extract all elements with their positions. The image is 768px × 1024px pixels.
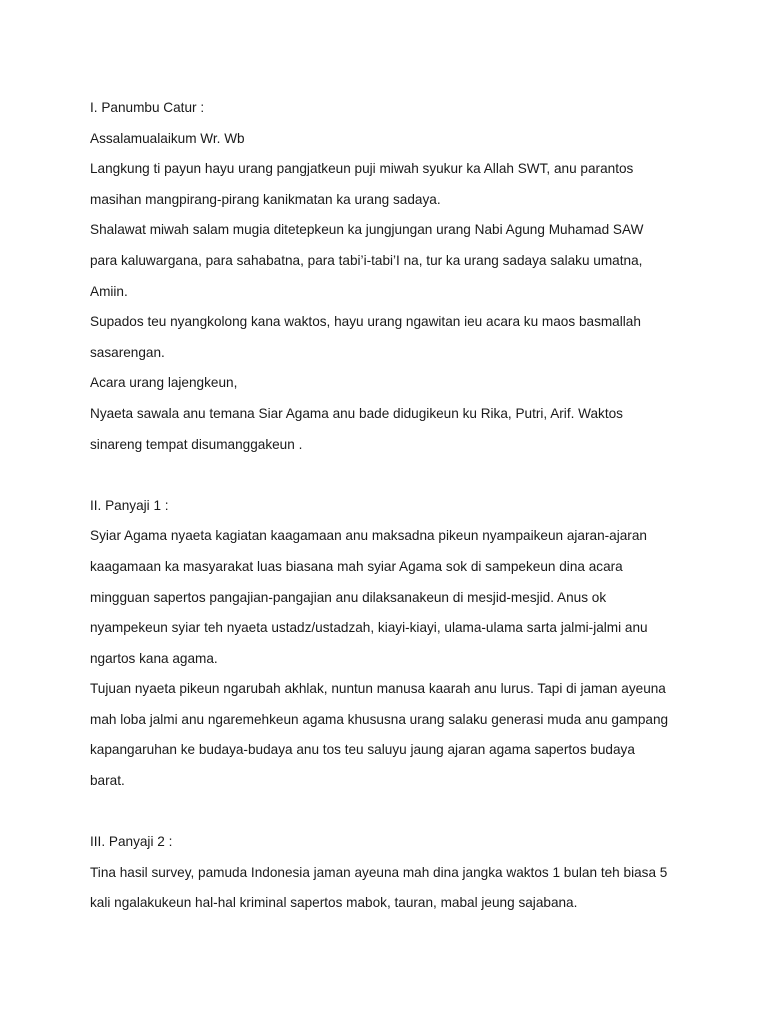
text-line: masihan mangpirang-pirang kanikmatan ka urang sadaya. xyxy=(90,191,441,207)
section-heading: III. Panyaji 2 : xyxy=(90,834,173,850)
text-line: Syiar Agama nyaeta kagiatan kaagamaan anu maksadna pikeun nyampaikeun ajaran-ajaran xyxy=(90,528,647,544)
text-line: sasarengan. xyxy=(90,344,165,360)
section-spacer xyxy=(90,797,730,828)
text-line: ngartos kana agama. xyxy=(90,650,218,666)
text-line: kali ngalakukeun hal-hal kriminal sapertos mabok, tauran, mabal jeung sajabana. xyxy=(90,895,578,911)
text-line: Supados teu nyangkolong kana waktos, hayu urang ngawitan ieu acara ku maos basmallah xyxy=(90,314,641,330)
section-panumbu-catur xyxy=(90,93,730,460)
text-line: Tujuan nyaeta pikeun ngarubah akhlak, nuntun manusa kaarah anu lurus. Tapi di jaman ayeuna xyxy=(90,681,666,697)
text-line: Nyaeta sawala anu temana Siar Agama anu bade didugikeun ku Rika, Putri, Arif. Waktos xyxy=(90,405,623,421)
section-panyaji-2 xyxy=(90,827,730,919)
text-line: Amiin. xyxy=(90,283,128,299)
text-line: kapangaruhan ke budaya-budaya anu tos teu saluyu jaung ajaran agama sapertos budaya xyxy=(90,742,635,758)
text-line: para kaluwargana, para sahabatna, para tabi’i-tabi’I na, tur ka urang sadaya salaku umatna, xyxy=(90,252,643,268)
text-line: Shalawat miwah salam mugia ditetepkeun ka jungjungan urang Nabi Agung Muhamad SAW xyxy=(90,222,644,238)
text-line: mah loba jalmi anu ngaremehkeun agama khususna urang salaku generasi muda anu gampang xyxy=(90,711,669,727)
section-panyaji-1 xyxy=(90,491,730,797)
text-line: Assalamualaikum Wr. Wb xyxy=(90,130,245,146)
text-line: Langkung ti payun hayu urang pangjatkeun puji miwah syukur ka Allah SWT, anu parantos xyxy=(90,161,634,177)
text-line: sinareng tempat disumanggakeun . xyxy=(90,436,303,452)
text-line: Tina hasil survey, pamuda Indonesia jaman ayeuna mah dina jangka waktos 1 bulan teh biasa 5 xyxy=(90,864,668,880)
section-heading: I. Panumbu Catur : xyxy=(90,100,205,115)
text-line: Acara urang lajengkeun, xyxy=(90,375,238,391)
text-line: mingguan sapertos pangajian-pangajian anu dilaksanakeun di mesjid-mesjid. Anus ok xyxy=(90,589,607,605)
section-heading: II. Panyaji 1 : xyxy=(90,497,169,513)
text-line: barat. xyxy=(90,773,125,789)
text-line: kaagamaan ka masyarakat luas biasana mah syiar Agama sok di sampekeun dina acara xyxy=(90,558,623,574)
text-line: nyampekeun syiar teh nyaeta ustadz/ustadzah, kiayi-kiayi, ulama-ulama sarta jalmi-jalmi anu xyxy=(90,620,648,636)
section-spacer xyxy=(90,460,730,491)
document-body xyxy=(90,93,730,919)
